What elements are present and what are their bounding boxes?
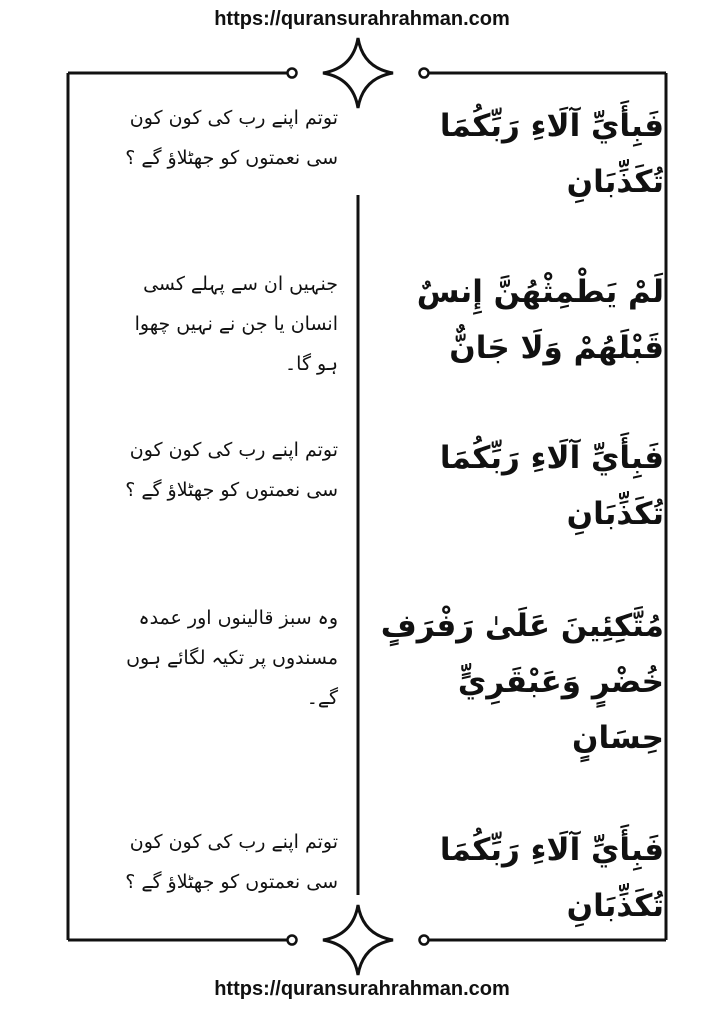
- verse-row: [70, 598, 664, 756]
- arabic-verse-text: فَبِأَيِّ آلَاءِ رَبِّكُمَا تُكَذِّبَانِ: [439, 440, 664, 532]
- verse-row: [70, 822, 664, 932]
- verse-row: [70, 98, 664, 208]
- urdu-translation-text: توتم اپنے رب کی کون کون سی نعمتوں کو جھٹلاؤ گے ؟: [125, 439, 338, 501]
- urdu-translation-text: توتم اپنے رب کی کون کون سی نعمتوں کو جھٹلاؤ گے ؟: [125, 831, 338, 893]
- verse-row: [70, 430, 664, 540]
- frame-bottom-left-dot: [288, 936, 297, 945]
- arabic-verse-text: مُتَّكِئِينَ عَلَىٰ رَفْرَفٍ خُضْرٍ وَعَبْقَرِيٍّ حِسَانٍ: [380, 608, 664, 756]
- frame-bottom-right-dot: [420, 936, 429, 945]
- urdu-translation-text: توتم اپنے رب کی کون کون سی نعمتوں کو جھٹلاؤ گے ؟: [125, 107, 338, 169]
- arabic-verse-text: فَبِأَيِّ آلَاءِ رَبِّكُمَا تُكَذِّبَانِ: [439, 832, 664, 924]
- verse-row: [70, 264, 664, 374]
- frame-top-left-dot: [288, 69, 297, 78]
- footer-url-link[interactable]: https://quransurahrahman.com: [214, 978, 510, 1000]
- arabic-verse-text: فَبِأَيِّ آلَاءِ رَبِّكُمَا تُكَذِّبَانِ: [439, 108, 664, 200]
- arabic-verse-text: لَمْ يَطْمِثْهُنَّ إِنسٌ قَبْلَهُمْ وَلَا جَانٌّ: [416, 274, 664, 366]
- urdu-translation-text: جنہیں ان سے پہلے کسی انسان یا جن نے نہیں چھوا ہو گا۔: [134, 273, 338, 375]
- header-url-link[interactable]: https://quransurahrahman.com: [214, 8, 510, 30]
- frame-top-right-dot: [420, 69, 429, 78]
- urdu-translation-text: وہ سبز قالینوں اور عمدہ مسندوں پر تکیہ لگائے ہوں گے۔: [126, 607, 338, 709]
